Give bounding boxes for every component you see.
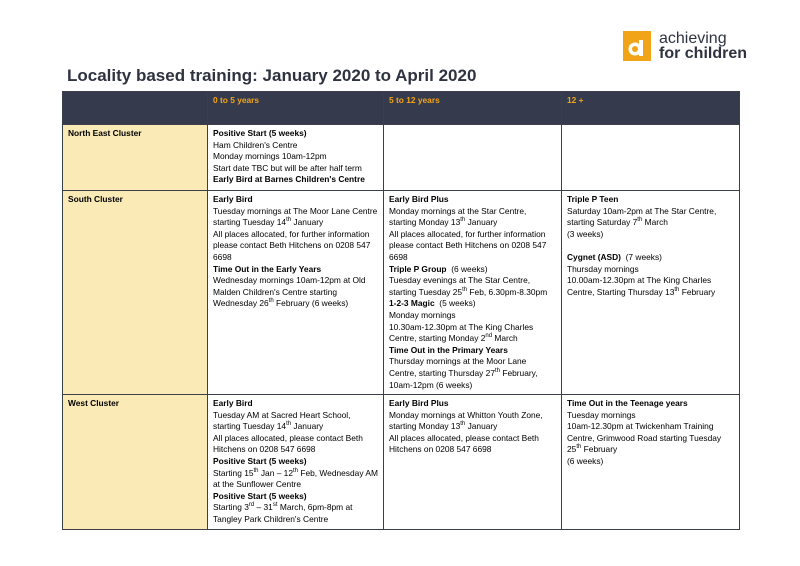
- session-title: [389, 298, 556, 310]
- line-text: Tuesday evenings at The Star Centre, starting Tuesday 25th Feb, 6.30pm-8.30pm: [389, 275, 548, 297]
- session-title: [213, 491, 378, 503]
- session-detail: [213, 163, 378, 175]
- line-text: 1-2-3 Magic: [389, 298, 435, 309]
- line-text: Early Bird at Barnes Children's Centre: [213, 174, 365, 185]
- line-text: All places allocated, please contact Beth Hitchens on 0208 547 6698: [213, 432, 363, 455]
- session-detail: [213, 151, 378, 163]
- session-detail: [213, 275, 378, 310]
- line-text: 10.00am-12.30pm at The King Charles Centre, Starting Thursday 13th February: [567, 275, 716, 297]
- line-text: Thursday mornings: [567, 263, 639, 274]
- logo: [623, 31, 753, 65]
- table-row: [63, 191, 740, 395]
- line-text: Early Bird Plus: [389, 194, 449, 204]
- session-title: [567, 194, 734, 206]
- line-text: Tuesday mornings: [567, 409, 636, 420]
- duration-note: (6 weeks): [446, 263, 488, 274]
- session-detail: [213, 502, 378, 525]
- line-text: Time Out in the Primary Years: [389, 344, 508, 355]
- line-text: Tuesday AM at Sacred Heart School, starting Tuesday 14th January: [213, 409, 351, 432]
- session-detail: [567, 410, 734, 422]
- line-text: Early Bird: [213, 398, 253, 409]
- line-text: Saturday 10am-2pm at The Star Centre, starting Saturday 7th March: [567, 205, 717, 228]
- line-text: 10.30am-12.30pm at The King Charles Centre, starting Monday 2nd March: [389, 321, 534, 344]
- line-text: Starting 3rd – 31st March, 6pm-8pm at Tangley Park Children's Centre: [213, 502, 353, 525]
- session-detail: [213, 206, 378, 229]
- session-detail: [389, 356, 556, 391]
- session-detail: [567, 264, 734, 276]
- logo-line-1: achieving: [659, 30, 727, 47]
- session-cell: [562, 191, 740, 395]
- session-cell: [208, 191, 384, 395]
- line-text: Monday mornings: [389, 309, 456, 320]
- page-title: Locality based training: January 2020 to April 2020: [67, 66, 477, 85]
- column-header-blank: [63, 92, 208, 125]
- column-header-5-12: 5 to 12 years: [384, 92, 562, 125]
- session-title: [389, 264, 556, 276]
- session-cell: [562, 125, 740, 191]
- logo-text: [659, 31, 747, 61]
- session-title: [389, 398, 556, 410]
- session-cell: [208, 395, 384, 530]
- session-title: [567, 252, 734, 264]
- session-detail: [567, 275, 734, 298]
- session-title: [213, 174, 378, 186]
- session-detail: [213, 140, 378, 152]
- session-title: [213, 194, 378, 206]
- line-text: Cygnet (ASD): [567, 251, 621, 262]
- session-detail: [213, 433, 378, 456]
- line-text: (6 weeks): [567, 456, 604, 467]
- session-detail: [567, 206, 734, 229]
- session-title: [389, 194, 556, 206]
- line-text: Monday mornings at the Star Centre, starting Monday 13th January: [389, 205, 527, 228]
- table-row: [63, 395, 740, 530]
- line-text: Starting 15th Jan – 12th Feb, Wednesday AM at the Sunflower Centre: [213, 467, 378, 490]
- line-text: (3 weeks): [567, 228, 604, 239]
- line-text: Tuesday mornings at The Moor Lane Centre starting Tuesday 14th January: [213, 205, 378, 228]
- cluster-label: North East Cluster: [63, 125, 208, 191]
- session-detail: [389, 410, 556, 433]
- column-header-12-plus: 12 +: [562, 92, 740, 125]
- line-text: 10am-12.30pm at Twickenham Training Centre, Grimwood Road starting Tuesday 25th February: [567, 421, 722, 455]
- line-text: Monday mornings at Whitton Youth Zone, starting Monday 13th January: [389, 409, 543, 432]
- session-detail: [213, 229, 378, 264]
- training-table: [62, 91, 740, 530]
- table-row: [63, 125, 740, 191]
- session-detail: [389, 322, 556, 345]
- session-detail: [389, 433, 556, 456]
- line-text: Start date TBC but will be after half term: [213, 162, 362, 173]
- session-detail: [389, 275, 556, 298]
- session-detail: [389, 310, 556, 322]
- session-detail: [213, 410, 378, 433]
- session-detail: [567, 456, 734, 468]
- session-title: [213, 264, 378, 276]
- line-text: Positive Start (5 weeks): [213, 456, 307, 467]
- session-cell: [562, 395, 740, 530]
- cluster-label: South Cluster: [63, 191, 208, 395]
- duration-note: (5 weeks): [434, 298, 476, 309]
- line-text: All places allocated, for further information please contact Beth Hitchens on 0208 547 6698: [389, 228, 547, 262]
- session-detail: [389, 229, 556, 264]
- session-cell: [384, 191, 562, 395]
- line-text: Triple P Group: [389, 263, 447, 274]
- column-header-0-5: 0 to 5 years: [208, 92, 384, 125]
- session-detail: [567, 229, 734, 241]
- table-header-row: [63, 92, 740, 125]
- logo-mark-icon: [623, 31, 651, 61]
- session-detail: [213, 468, 378, 491]
- line-text: Time Out in the Early Years: [213, 263, 322, 274]
- line-text: Time Out in the Teenage years: [567, 398, 688, 409]
- session-title: [389, 345, 556, 357]
- session-title: [213, 128, 378, 140]
- session-detail: [567, 240, 734, 252]
- line-text: Triple P Teen: [567, 194, 619, 204]
- session-cell: [384, 395, 562, 530]
- line-text: Positive Start (5 weeks): [213, 490, 307, 501]
- session-detail: [567, 421, 734, 456]
- duration-note: (7 weeks): [620, 251, 662, 262]
- session-title: [213, 456, 378, 468]
- line-text: [567, 240, 569, 250]
- logo-line-2: for children: [659, 45, 748, 62]
- line-text: Wednesday mornings 10am-12pm at Old Malden Children's Centre starting Wednesday 26th February (6 weeks): [213, 275, 366, 309]
- line-text: Thursday mornings at the Moor Lane Centre, starting Thursday 27th February, 10am-12pm (6 weeks): [389, 356, 538, 390]
- session-detail: [389, 206, 556, 229]
- session-cell: [208, 125, 384, 191]
- line-text: Positive Start (5 weeks): [213, 128, 307, 138]
- line-text: All places allocated, please contact Beth Hitchens on 0208 547 6698: [389, 432, 539, 455]
- line-text: Early Bird: [213, 194, 253, 204]
- session-title: [567, 398, 734, 410]
- line-text: Early Bird Plus: [389, 398, 449, 409]
- line-text: Monday mornings 10am-12pm: [213, 151, 327, 162]
- session-cell: [384, 125, 562, 191]
- cluster-label: West Cluster: [63, 395, 208, 530]
- line-text: Ham Children's Centre: [213, 139, 298, 150]
- session-title: [213, 398, 378, 410]
- line-text: All places allocated, for further information please contact Beth Hitchens on 0208 547 6698: [213, 228, 371, 262]
